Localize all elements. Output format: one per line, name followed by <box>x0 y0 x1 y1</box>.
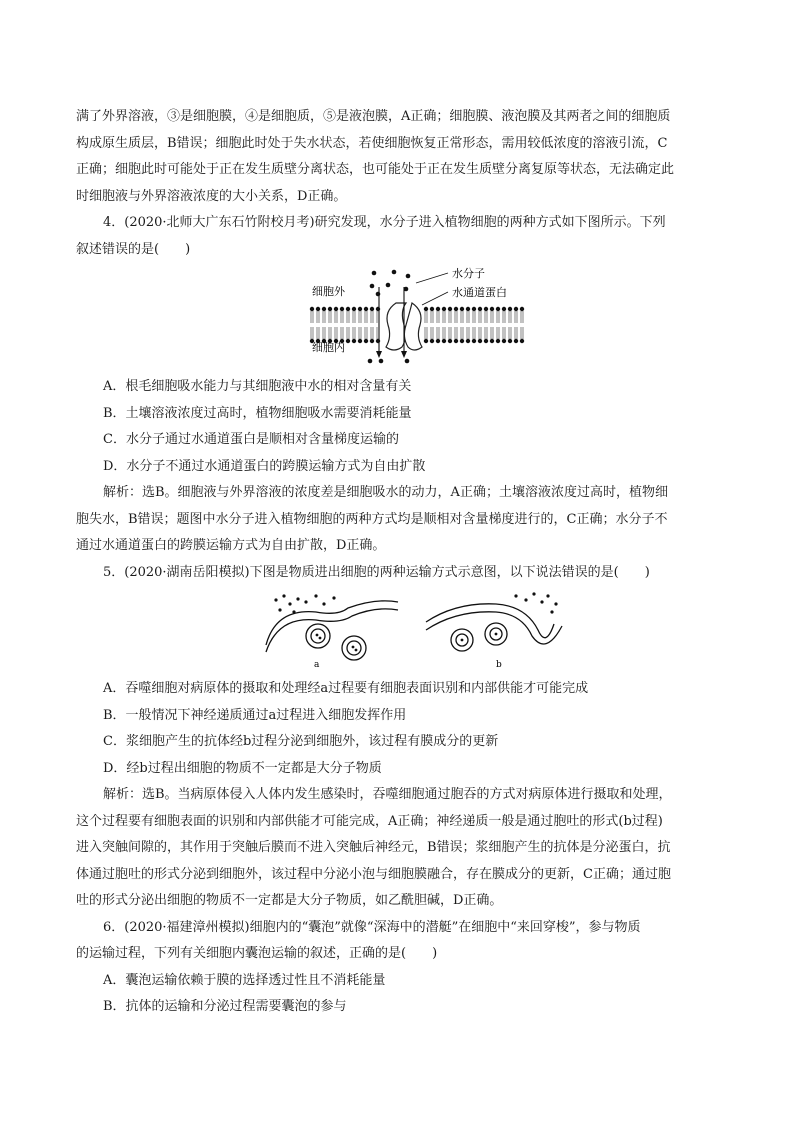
intro-line: 满了外界溶液，③是细胞膜，④是细胞质，⑤是液泡膜，A正确；细胞膜、液泡膜及其两者之间的细胞质 <box>76 109 671 124</box>
label-b: b <box>496 660 502 670</box>
q4-stem: 4．(2020·北师大广东石竹附校月考)研究发现，水分子进入植物细胞的两种方式如下图所示。下列 <box>103 215 666 230</box>
membrane-diagram <box>76 265 718 370</box>
water-molecules-inside <box>368 359 410 364</box>
q4-analysis: 通过水通道蛋白的跨膜运输方式为自由扩散，D正确。 <box>76 538 386 553</box>
q5-analysis: 体通过胞吐的形式分泌到细胞外，该过程中分泌小泡与细胞膜融合，存在膜成分的更新，C正确；通过胞 <box>76 866 671 882</box>
q4-membrane-figure <box>76 265 718 370</box>
q4-analysis: 胞失水，B错误；题图中水分子进入植物细胞的两种方式均是顺相对含量梯度进行的，C正确；水分子不 <box>76 511 668 527</box>
intro-line: 时细胞液与外界溶液浓度的大小关系，D正确。 <box>76 188 347 204</box>
label-a: a <box>314 660 320 670</box>
q5-option: D．经b过程出细胞的物质不一定都是大分子物质 <box>103 760 382 776</box>
q5-transport-figure <box>76 590 718 670</box>
q4-option: C．水分子通过水通道蛋白是顺相对含量梯度运输的 <box>103 432 399 447</box>
aquaporin-right-half <box>404 303 422 350</box>
panel-b-exocytosis <box>426 604 562 651</box>
intro-line: 正确；细胞此时可能处于正在发生质壁分离状态，也可能处于正在发生质壁分离复原等状态，无法确定此 <box>76 162 675 177</box>
panel-a-endocytosis <box>266 601 398 660</box>
q5-analysis: 解析：选B。当病原体侵入人体内发生感染时，吞噬细胞通过胞吞的方式对病原体进行摄取和处理， <box>103 787 672 802</box>
q4-analysis: 解析：选B。细胞液与外界溶液的浓度差是细胞吸水的动力，A正确；土壤溶液浓度过高时，植物细 <box>103 485 668 500</box>
q5-option: A．吞噬细胞对病原体的摄取和处理经a过程要有细胞表面识别和内部供能才可能完成 <box>103 681 589 696</box>
label-outside: 细胞外 <box>312 285 345 298</box>
endo-exocytosis-diagram <box>76 590 718 670</box>
label-inside: 细胞内 <box>312 341 345 354</box>
aquaporin-left-half <box>386 303 406 350</box>
q5-analysis: 吐的形式分泌出细胞的物质不一定都是大分子物质，如乙酰胆碱，D正确。 <box>76 893 503 908</box>
q5-stem: 5．(2020·湖南岳阳模拟)下图是物质进出细胞的两种运输方式示意图，以下说法错误的是( ) <box>103 564 650 580</box>
q4-stem: 叙述错误的是( ) <box>76 241 191 257</box>
q4-option: A．根毛细胞吸水能力与其细胞液中水的相对含量有关 <box>103 379 412 394</box>
q5-option: B．一般情况下神经递质通过a过程进入细胞发挥作用 <box>103 707 407 723</box>
intro-line: 构成原生质层，B错误；细胞此时处于失水状态，若使细胞恢复正常形态，需用较低浓度的溶液引流，C <box>76 135 668 151</box>
q6-option: B．抗体的运输和分泌过程需要囊泡的参与 <box>103 999 347 1014</box>
q5-analysis: 进入突触间隙的，其作用于突触后膜而不进入突触后神经元，B错误；浆细胞产生的抗体是分泌蛋白，抗 <box>76 840 671 855</box>
panel-b-particles <box>461 592 558 641</box>
q5-option: C．浆细胞产生的抗体经b过程分泌到细胞外，该过程有膜成分的更新 <box>103 734 499 749</box>
label-channel: 水通道蛋白 <box>452 286 507 299</box>
q6-stem: 的运输过程，下列有关细胞内囊泡运输的叙述，正确的是( ) <box>76 946 438 961</box>
q6-stem: 6．(2020·福建漳州模拟)细胞内的“囊泡”就像“深海中的潜艇”在细胞中“来回穿梭”，参与物质 <box>103 919 641 935</box>
q6-option: A．囊泡运输依赖于膜的选择透过性且不消耗能量 <box>103 972 386 988</box>
label-water: 水分子 <box>452 267 485 280</box>
document-page <box>76 104 718 1021</box>
q4-option: D．水分子不通过水通道蛋白的跨膜运输方式为自由扩散 <box>103 458 426 474</box>
q4-option: B．土壤溶液浓度过高时，植物细胞吸水需要消耗能量 <box>103 405 412 421</box>
q5-analysis: 这个过程要有细胞表面的识别和内部供能才可能完成，A正确；神经递质一般是通过胞吐的形式(b过程) <box>76 813 663 829</box>
